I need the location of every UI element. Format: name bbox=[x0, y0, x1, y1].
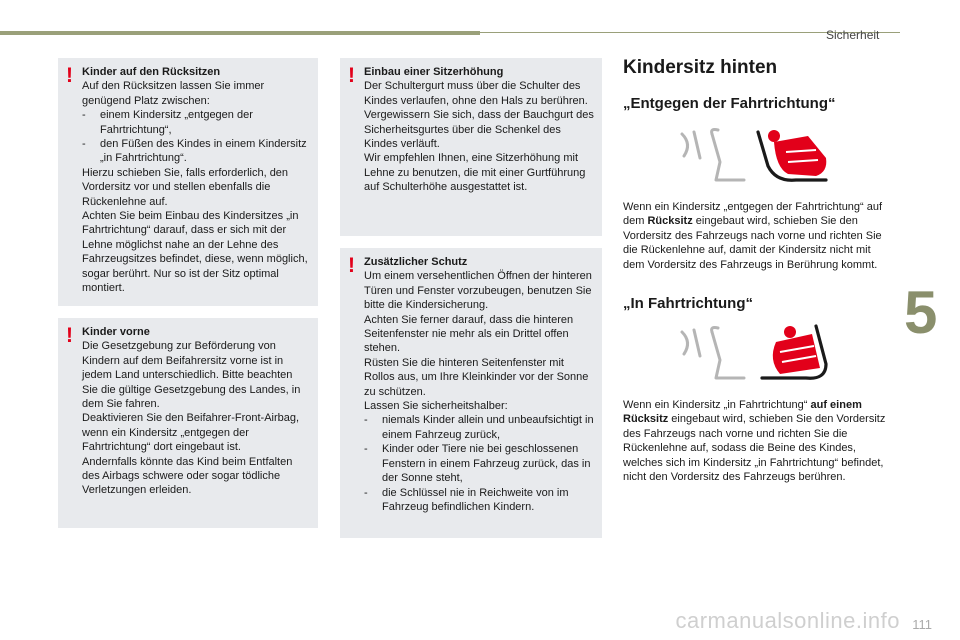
list-item: - den Füßen des Kindes in einem Kindersitz „in Fahrtrichtung“. bbox=[82, 138, 307, 165]
box-text: Auf den Rücksitzen lassen Sie immer genügend Platz zwischen: bbox=[82, 80, 265, 107]
watermark: carmanualsonline.info bbox=[675, 608, 900, 633]
warning-icon: ! bbox=[66, 324, 73, 347]
box-text: Lassen Sie sicherheitshalber: bbox=[364, 400, 508, 413]
box-text: Achten Sie beim Einbau des Kindersitzes „in Fahrtrichtung“ darauf, dass er sich mit der Lehne möglichst nahe an der Lehne des Fahrzeugsitzes befindet, diese, wenn möglich, sogar berührt. Nur so ist der Sitz optimal montiert. bbox=[82, 210, 308, 295]
page-title: Kindersitz hinten bbox=[623, 57, 778, 78]
warning-icon: ! bbox=[348, 254, 355, 277]
box-text: Achten Sie ferner darauf, dass die hinteren Seitenfenster nie mehr als ein Drittel offen stehen. bbox=[364, 313, 574, 355]
box-title: Einbau einer Sitzerhöhung bbox=[364, 66, 504, 78]
box-title: Zusätzlicher Schutz bbox=[364, 256, 468, 268]
box-text: Der Schultergurt muss über die Schulter des Kindes verlaufen, ohne den Hals zu berühren. bbox=[364, 80, 588, 107]
header-bar bbox=[0, 31, 480, 35]
page-number: 111 bbox=[912, 617, 932, 632]
box-text: Die Gesetzgebung zur Beförderung von Kindern auf dem Beifahrersitz vorne ist in jedem Land unterschiedlich. Bitte beachten Sie die gültige Gesetzgebung des Landes, in dem Sie fahren. bbox=[82, 340, 301, 411]
warning-box-rear-seats bbox=[58, 58, 318, 306]
box-text: Vergewissern Sie sich, dass der Bauchgurt des Sicherheitsgurtes über die Schenkel des Kindes verläuft. bbox=[364, 109, 594, 151]
warning-box-extra-protection bbox=[340, 248, 602, 538]
chapter-number: 5 bbox=[904, 279, 938, 346]
rear-facing-child-seat-icon bbox=[676, 122, 838, 188]
box-text: Andernfalls könnte das Kind beim Entfalten des Airbags schwere oder sogar tödliche Verletzungen erleiden. bbox=[82, 455, 293, 497]
box-title: Kinder auf den Rücksitzen bbox=[82, 66, 221, 78]
box-text: Deaktivieren Sie den Beifahrer-Front-Airbag, wenn ein Kindersitz „entgegen der Fahrtrichtung“ dort eingebaut ist. bbox=[82, 412, 300, 454]
paragraph-forward-facing: Wenn ein Kindersitz „in Fahrtrichtung“ auf einem Rücksitz eingebaut wird, schieben Sie den Vordersitz des Fahrzeugs nach vorne und richten Sie die Rückenlehne auf, sodass die Beine des Kindes, welches sich im Kindersitz „in Fahrtrichtung“ befindet, nicht den Vordersitz des Fahrzeugs berühren. bbox=[623, 399, 886, 484]
warning-box-front-children bbox=[58, 318, 318, 528]
list-item: - niemals Kinder allein und unbeaufsichtigt in einem Fahrzeug zurück, bbox=[364, 414, 594, 441]
box-text: Hierzu schieben Sie, falls erforderlich, den Vordersitz vor und stellen ebenfalls die Rückenlehne auf. bbox=[82, 166, 289, 208]
subheading-rear-facing: „Entgegen der Fahrtrichtung“ bbox=[623, 95, 836, 112]
paragraph-rear-facing: Wenn ein Kindersitz „entgegen der Fahrtrichtung“ auf dem Rücksitz eingebaut wird, schieben Sie den Vordersitz des Fahrzeugs nach vorne und richten Sie die Rückenlehne auf, damit der Kindersitz nicht mit dem Vordersitz des Fahrzeugs in Berührung kommt. bbox=[623, 201, 883, 271]
box-text: Um einem versehentlichen Öffnen der hinteren Türen und Fenster vorzubeugen, benutzen Sie bitte die Kindersicherung. bbox=[364, 270, 592, 312]
box-text: Wir empfehlen Ihnen, eine Sitzerhöhung mit Lehne zu benutzen, die mit einer Gurtführung auf Schulterhöhe ausgestattet ist. bbox=[364, 152, 586, 194]
warning-icon: ! bbox=[66, 64, 73, 87]
list-item: - einem Kindersitz „entgegen der Fahrtrichtung“, bbox=[82, 109, 253, 136]
list-item: - die Schlüssel nie in Reichweite von im Fahrzeug befindlichen Kindern. bbox=[364, 486, 569, 513]
subheading-forward-facing: „In Fahrtrichtung“ bbox=[623, 295, 753, 313]
forward-facing-child-seat-icon bbox=[676, 320, 838, 386]
warning-box-booster bbox=[340, 58, 602, 236]
warning-icon: ! bbox=[348, 64, 355, 87]
list-item: - Kinder oder Tiere nie bei geschlossenen Fenstern in einem Fahrzeug zurück, das in der Sonne steht, bbox=[364, 443, 591, 485]
box-title: Kinder vorne bbox=[82, 326, 150, 338]
box-text: Rüsten Sie die hinteren Seitenfenster mit Rollos aus, um Ihre Kleinkinder vor der Sonne zu schützen. bbox=[364, 356, 589, 398]
section-title: Sicherheit bbox=[826, 28, 880, 42]
rear-child-seat-section bbox=[623, 56, 891, 484]
